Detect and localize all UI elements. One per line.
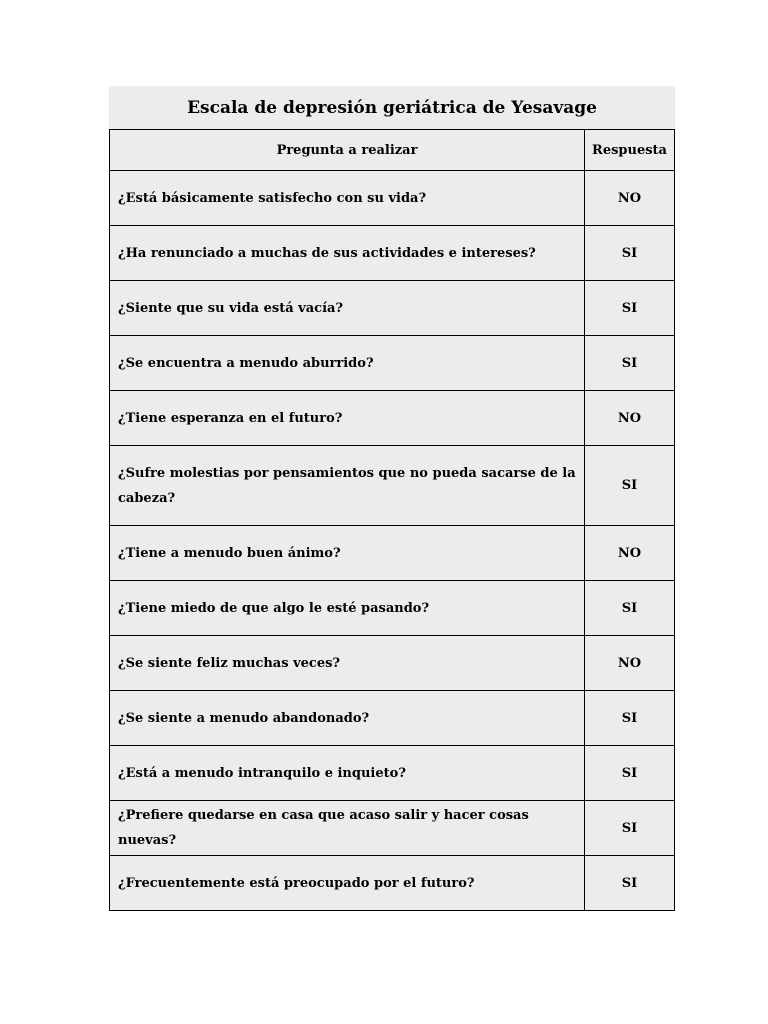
column-header-answer: Respuesta — [585, 130, 675, 171]
question-cell: ¿Se siente feliz muchas veces? — [110, 636, 585, 691]
table-row — [110, 446, 675, 526]
question-cell: ¿Tiene a menudo buen ánimo? — [110, 526, 585, 581]
table-row — [110, 691, 675, 746]
question-cell: ¿Se encuentra a menudo aburrido? — [110, 336, 585, 391]
question-cell: ¿Está a menudo intranquilo e inquieto? — [110, 746, 585, 801]
question-cell: ¿Siente que su vida está vacía? — [110, 281, 585, 336]
yesavage-scale-table — [109, 86, 675, 911]
question-cell: ¿Frecuentemente está preocupado por el futuro? — [110, 856, 585, 911]
answer-cell: SI — [585, 581, 675, 636]
question-cell: ¿Tiene miedo de que algo le esté pasando? — [110, 581, 585, 636]
answer-cell: NO — [585, 171, 675, 226]
table-row — [110, 581, 675, 636]
answer-cell: SI — [585, 336, 675, 391]
table-row — [110, 856, 675, 911]
answer-cell: SI — [585, 281, 675, 336]
table-row — [110, 801, 675, 856]
question-cell: ¿Está básicamente satisfecho con su vida? — [110, 171, 585, 226]
answer-cell: SI — [585, 746, 675, 801]
table-row — [110, 281, 675, 336]
table-row — [110, 171, 675, 226]
answer-cell: NO — [585, 391, 675, 446]
answer-cell: NO — [585, 636, 675, 691]
table-row — [110, 391, 675, 446]
answer-cell: SI — [585, 856, 675, 911]
answer-cell: SI — [585, 801, 675, 856]
column-header-question: Pregunta a realizar — [110, 130, 585, 171]
question-cell: ¿Ha renunciado a muchas de sus actividades e intereses? — [110, 226, 585, 281]
title-row — [110, 86, 675, 130]
question-cell: ¿Prefiere quedarse en casa que acaso salir y hacer cosas nuevas? — [110, 801, 585, 856]
table-row — [110, 226, 675, 281]
answer-cell: SI — [585, 691, 675, 746]
table-row — [110, 526, 675, 581]
answer-cell: SI — [585, 226, 675, 281]
question-cell: ¿Sufre molestias por pensamientos que no pueda sacarse de la cabeza? — [110, 446, 585, 526]
table-title: Escala de depresión geriátrica de Yesavage — [110, 86, 675, 130]
answer-cell: NO — [585, 526, 675, 581]
question-cell: ¿Se siente a menudo abandonado? — [110, 691, 585, 746]
table-row — [110, 336, 675, 391]
header-row — [110, 130, 675, 171]
answer-cell: SI — [585, 446, 675, 526]
question-cell: ¿Tiene esperanza en el futuro? — [110, 391, 585, 446]
table-row — [110, 746, 675, 801]
table-row — [110, 636, 675, 691]
